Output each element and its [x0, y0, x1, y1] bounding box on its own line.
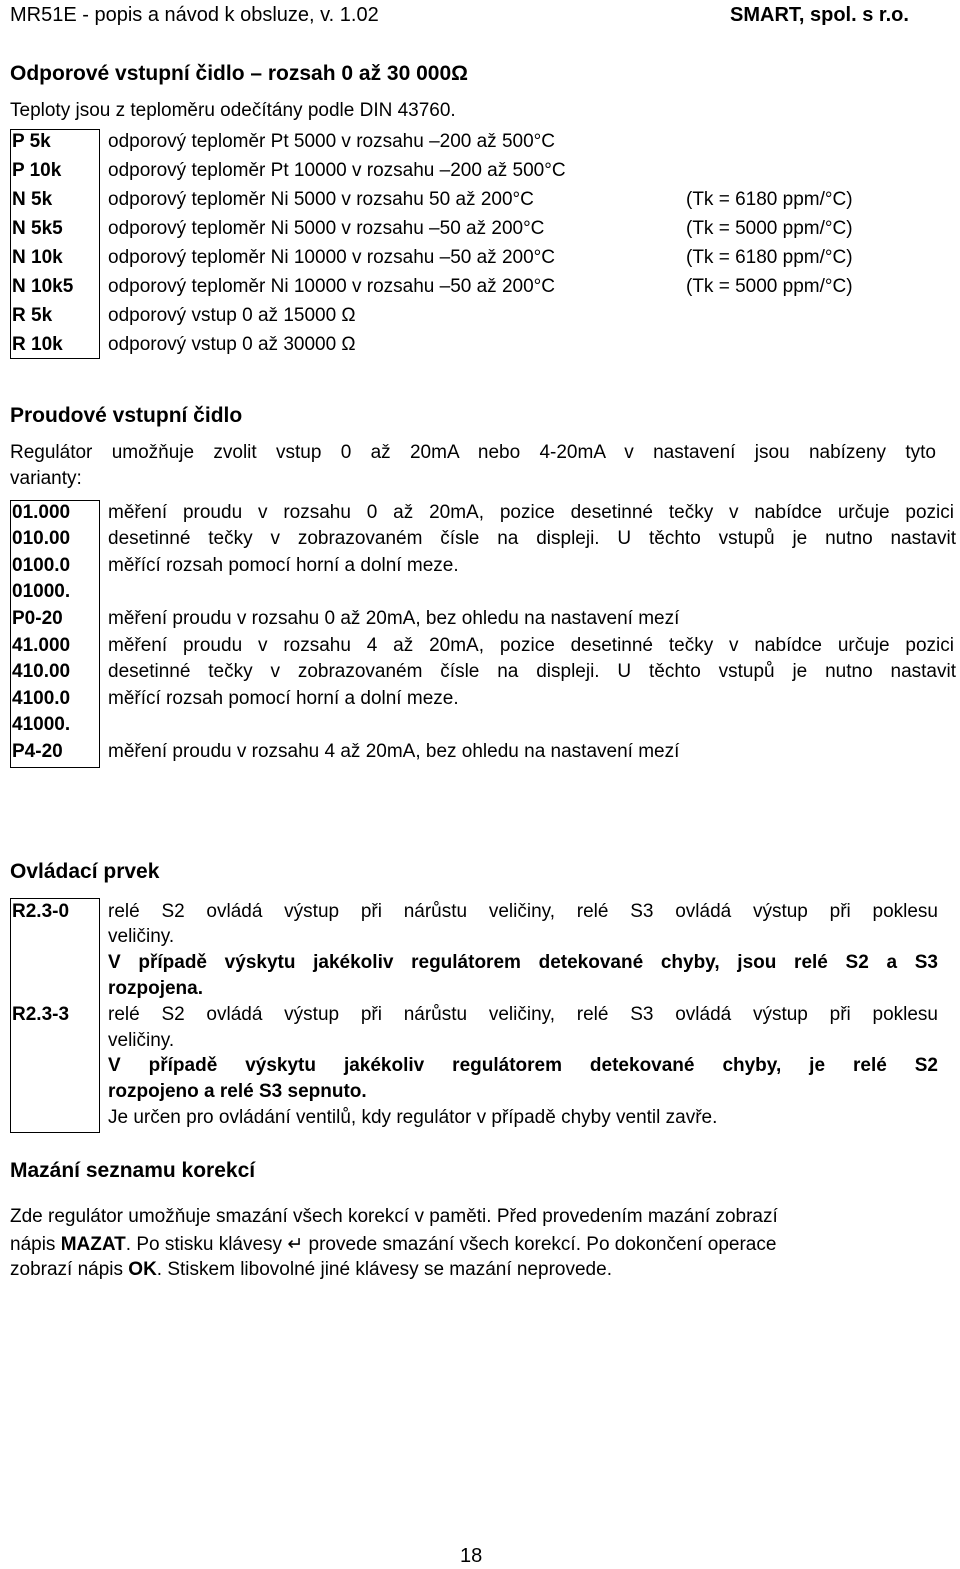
resistive-code: N 5k: [12, 189, 53, 210]
control-code: R2.3-3: [12, 1004, 70, 1025]
control-warning: V případě výskytu jakékoliv regulátorem detekované chyby, jsou relé S2 a S3: [108, 952, 938, 973]
resistive-code: P 5k: [12, 131, 51, 152]
resistive-code: N 10k5: [12, 276, 74, 297]
resistive-heading: Odporové vstupní čidlo – rozsah 0 až 30 000Ω: [10, 62, 468, 85]
control-desc: relé S2 ovládá výstup při nárůstu veličiny, relé S3 ovládá výstup při poklesu: [108, 901, 938, 922]
control-warning: rozpojena.: [108, 978, 204, 999]
document-header-title: MR51E - popis a návod k obsluze, v. 1.02: [10, 4, 379, 26]
current-heading: Proudové vstupní čidlo: [10, 404, 243, 427]
resistive-tk: (Tk = 5000 ppm/°C): [686, 276, 853, 297]
current-desc: měření proudu v rozsahu 0 až 20mA, bez ohledu na nastavení mezí: [108, 608, 680, 629]
erase-keyword-ok: OK: [128, 1259, 157, 1280]
resistive-code: N 5k5: [12, 218, 63, 239]
current-desc: desetinné tečky v zobrazovaném čísle na displeji. U těchto vstupů je nutno nastavit: [108, 661, 956, 682]
current-code: 4100.0: [12, 688, 71, 709]
current-code: 41.000: [12, 635, 71, 656]
current-code: 01000.: [12, 581, 71, 602]
current-desc: měření proudu v rozsahu 4 až 20mA, pozice desetinné tečky v nabídce určuje pozici: [108, 635, 954, 656]
current-intro-line1: Regulátor umožňuje zvolit vstup 0 až 20mA nebo 4-20mA v nastavení jsou nabízeny tyto: [10, 442, 936, 463]
current-code: 0100.0: [12, 555, 71, 576]
current-intro-line2: varianty:: [10, 468, 82, 489]
resistive-code: R 10k: [12, 334, 63, 355]
erase-heading: Mazání seznamu korekcí: [10, 1159, 256, 1182]
erase-line1: Zde regulátor umožňuje smazání všech korekcí v paměti. Před provedením mazání zobrazí: [10, 1206, 778, 1227]
resistive-desc: odporový teploměr Pt 10000 v rozsahu –200 až 500°C: [108, 160, 566, 181]
control-desc: Je určen pro ovládání ventilů, kdy regulátor v případě chyby ventil zavře.: [108, 1107, 718, 1128]
erase-text: nápis: [10, 1234, 61, 1255]
resistive-code: P 10k: [12, 160, 62, 181]
control-warning: V případě výskytu jakékoliv regulátorem detekované chyby, je relé S2: [108, 1055, 938, 1076]
resistive-desc: odporový vstup 0 až 30000 Ω: [108, 334, 356, 355]
resistive-tk: (Tk = 5000 ppm/°C): [686, 218, 853, 239]
control-desc: relé S2 ovládá výstup při nárůstu veličiny, relé S3 ovládá výstup při poklesu: [108, 1004, 938, 1025]
current-desc: měřící rozsah pomocí horní a dolní meze.: [108, 688, 459, 709]
resistive-desc: odporový teploměr Ni 10000 v rozsahu –50 až 200°C: [108, 247, 555, 268]
current-code: P0-20: [12, 608, 63, 629]
control-code: R2.3-0: [12, 901, 70, 922]
current-desc: měření proudu v rozsahu 0 až 20mA, pozice desetinné tečky v nabídce určuje pozici: [108, 502, 954, 523]
resistive-code: N 10k: [12, 247, 63, 268]
resistive-desc: odporový vstup 0 až 15000 Ω: [108, 305, 356, 326]
resistive-intro: Teploty jsou z teploměru odečítány podle DIN 43760.: [10, 100, 456, 121]
resistive-desc: odporový teploměr Ni 10000 v rozsahu –50 až 200°C: [108, 276, 555, 297]
current-code: 01.000: [12, 502, 71, 523]
control-warning: rozpojeno a relé S3 sepnuto.: [108, 1081, 367, 1102]
erase-line3: [10, 1259, 612, 1281]
erase-keyword-mazat: MAZAT: [60, 1234, 126, 1255]
document-header-company: SMART, spol. s r.o.: [730, 4, 909, 26]
erase-text: zobrazí nápis: [10, 1259, 129, 1280]
resistive-tk: (Tk = 6180 ppm/°C): [686, 189, 853, 210]
current-desc: měření proudu v rozsahu 4 až 20mA, bez ohledu na nastavení mezí: [108, 741, 680, 762]
erase-text: . Stiskem libovolné jiné klávesy se mazání neprovede.: [156, 1259, 612, 1280]
resistive-desc: odporový teploměr Ni 5000 v rozsahu 50 až 200°C: [108, 189, 534, 210]
resistive-desc: odporový teploměr Pt 5000 v rozsahu –200 až 500°C: [108, 131, 555, 152]
resistive-desc: odporový teploměr Ni 5000 v rozsahu –50 až 200°C: [108, 218, 545, 239]
resistive-code: R 5k: [12, 305, 53, 326]
control-heading: Ovládací prvek: [10, 860, 160, 883]
current-code: P4-20: [12, 741, 63, 762]
current-desc: měřící rozsah pomocí horní a dolní meze.: [108, 555, 459, 576]
erase-line2: [10, 1233, 776, 1256]
erase-text: . Po stisku klávesy ↵ provede smazání všech korekcí. Po dokončení operace: [125, 1234, 777, 1255]
current-code: 41000.: [12, 714, 71, 735]
page-number: 18: [460, 1545, 483, 1567]
current-desc: desetinné tečky v zobrazovaném čísle na displeji. U těchto vstupů je nutno nastavit: [108, 528, 956, 549]
control-desc: veličiny.: [108, 1030, 175, 1051]
current-code: 010.00: [12, 528, 71, 549]
current-code: 410.00: [12, 661, 71, 682]
resistive-tk: (Tk = 6180 ppm/°C): [686, 247, 853, 268]
control-desc: veličiny.: [108, 926, 175, 947]
